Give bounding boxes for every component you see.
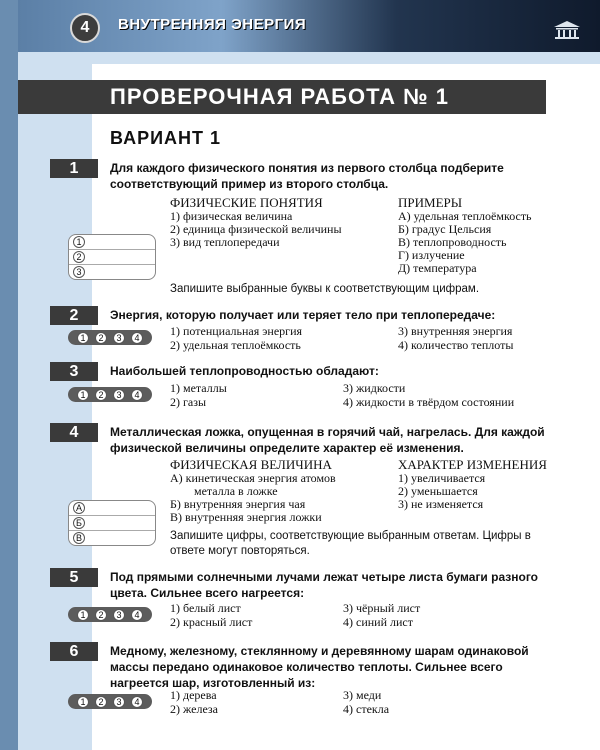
answer-circle[interactable]: 3 bbox=[113, 389, 125, 401]
q4-col2-item: 3) не изменяется bbox=[398, 497, 484, 511]
question-number-2: 2 bbox=[50, 306, 98, 325]
q4-col2-item: 1) увеличивается bbox=[398, 471, 486, 485]
q1-col2-item: Г) излучение bbox=[398, 248, 465, 262]
q1-col2-item: Б) градус Цельсия bbox=[398, 222, 492, 236]
question-number-3: 3 bbox=[50, 362, 98, 381]
q1-col1-item: 1) физическая величина bbox=[170, 209, 293, 223]
answer-row-label: А bbox=[73, 502, 85, 514]
q2-option: 4) количество теплоты bbox=[398, 338, 514, 352]
answer-row-label: 1 bbox=[73, 236, 85, 248]
q5-option: 4) синий лист bbox=[343, 615, 413, 629]
answer-circle[interactable]: 4 bbox=[131, 332, 143, 344]
answer-circle[interactable]: 3 bbox=[113, 609, 125, 621]
page-title: ПРОВЕРОЧНАЯ РАБОТА № 1 bbox=[18, 80, 546, 114]
question-6-text: Медному, железному, стеклянному и деревянному шарам одинаковой массы передано одинаковое количество теплоты. Сильнее всего нагреется шар, изготовленный из: bbox=[110, 644, 529, 690]
question-3-text: Наибольшей теплопроводностью обладают: bbox=[110, 364, 379, 378]
q1-col2-item: А) удельная теплоёмкость bbox=[398, 209, 532, 223]
answer-row-label: В bbox=[73, 532, 85, 544]
q4-col1-item: В) внутренняя энергия ложки bbox=[170, 510, 322, 524]
q4-answer-box[interactable] bbox=[68, 500, 156, 546]
chapter-title: ВНУТРЕННЯЯ ЭНЕРГИЯ bbox=[118, 16, 307, 33]
question-4-text: Металлическая ложка, опущенная в горячий чай, нагрелась. Для каждой физической величины определите характер её изменения. bbox=[110, 425, 545, 455]
q4-col2-item: 2) уменьшается bbox=[398, 484, 478, 498]
answer-circle[interactable]: 4 bbox=[131, 609, 143, 621]
q4-col1-item: металла в ложке bbox=[194, 484, 278, 498]
q4-col1-header: ФИЗИЧЕСКАЯ ВЕЛИЧИНА bbox=[170, 457, 332, 472]
q3-answer-circles[interactable] bbox=[68, 387, 152, 402]
answer-circle[interactable]: 3 bbox=[113, 696, 125, 708]
q1-note: Запишите выбранные буквы к соответствующим цифрам. bbox=[170, 283, 480, 295]
q2-option: 1) потенциальная энергия bbox=[170, 324, 303, 338]
question-number-5: 5 bbox=[50, 568, 98, 587]
answer-circle[interactable]: 4 bbox=[131, 696, 143, 708]
question-number-4: 4 bbox=[50, 423, 98, 442]
answer-circle[interactable]: 2 bbox=[95, 696, 107, 708]
q6-option: 3) меди bbox=[343, 688, 382, 702]
answer-row-label: 2 bbox=[73, 251, 85, 263]
q1-col2-item: Д) температура bbox=[398, 261, 477, 275]
answer-circle[interactable]: 1 bbox=[77, 609, 89, 621]
variant-heading: ВАРИАНТ 1 bbox=[110, 128, 222, 148]
chapter-header bbox=[18, 0, 600, 52]
q3-option: 3) жидкости bbox=[343, 381, 406, 395]
answer-circle[interactable]: 2 bbox=[95, 332, 107, 344]
question-number-6: 6 bbox=[50, 642, 98, 661]
q5-option: 1) белый лист bbox=[170, 601, 241, 615]
left-edge-strip bbox=[0, 0, 18, 750]
answer-circle[interactable]: 2 bbox=[95, 389, 107, 401]
q5-option: 3) чёрный лист bbox=[343, 601, 421, 615]
temple-icon bbox=[552, 20, 582, 40]
q1-col2-item: В) теплопроводность bbox=[398, 235, 507, 249]
q4-col1-item: А) кинетическая энергия атомов bbox=[170, 471, 336, 485]
answer-circle[interactable]: 2 bbox=[95, 609, 107, 621]
q1-answer-box[interactable] bbox=[68, 234, 156, 280]
q3-option: 2) газы bbox=[170, 395, 207, 409]
answer-circle[interactable]: 4 bbox=[131, 389, 143, 401]
q4-col2-header: ХАРАКТЕР ИЗМЕНЕНИЯ bbox=[398, 457, 547, 472]
q4-col1-item: Б) внутренняя энергия чая bbox=[170, 497, 306, 511]
answer-circle[interactable]: 1 bbox=[77, 389, 89, 401]
question-5-text: Под прямыми солнечными лучами лежат четыре листа бумаги разного цвета. Сильнее всего нагреется: bbox=[110, 570, 539, 600]
q6-option: 1) дерева bbox=[170, 688, 217, 702]
question-2-text: Энергия, которую получает или теряет тело при теплопередаче: bbox=[110, 308, 496, 322]
q1-col1-header: ФИЗИЧЕСКИЕ ПОНЯТИЯ bbox=[170, 195, 323, 210]
question-number-1: 1 bbox=[50, 159, 98, 178]
q3-option: 4) жидкости в твёрдом состоянии bbox=[343, 395, 515, 409]
q1-col1-item: 3) вид теплопередачи bbox=[170, 235, 280, 249]
q2-option: 3) внутренняя энергия bbox=[398, 324, 513, 338]
answer-circle[interactable]: 3 bbox=[113, 332, 125, 344]
question-1-text: Для каждого физического понятия из первого столбца подберите соответствующий пример из второго столбца. bbox=[110, 161, 504, 191]
q1-col1-item: 2) единица физической величины bbox=[170, 222, 342, 236]
chapter-number: 4 bbox=[70, 13, 100, 43]
q3-option: 1) металлы bbox=[170, 381, 227, 395]
answer-row-label: 3 bbox=[73, 266, 85, 278]
q4-note: Запишите цифры, соответствующие выбранным ответам. Цифры в ответе могут повторяться. bbox=[170, 530, 531, 557]
answer-circle[interactable]: 1 bbox=[77, 332, 89, 344]
answer-row-label: Б bbox=[73, 517, 85, 529]
q2-answer-circles[interactable] bbox=[68, 330, 152, 345]
q1-col2-header: ПРИМЕРЫ bbox=[398, 195, 463, 210]
q2-option: 2) удельная теплоёмкость bbox=[170, 338, 301, 352]
answer-circle[interactable]: 1 bbox=[77, 696, 89, 708]
q6-answer-circles[interactable] bbox=[68, 694, 152, 709]
q5-option: 2) красный лист bbox=[170, 615, 253, 629]
q6-option: 2) железа bbox=[170, 702, 218, 716]
q6-option: 4) стекла bbox=[343, 702, 390, 716]
q5-answer-circles[interactable] bbox=[68, 607, 152, 622]
